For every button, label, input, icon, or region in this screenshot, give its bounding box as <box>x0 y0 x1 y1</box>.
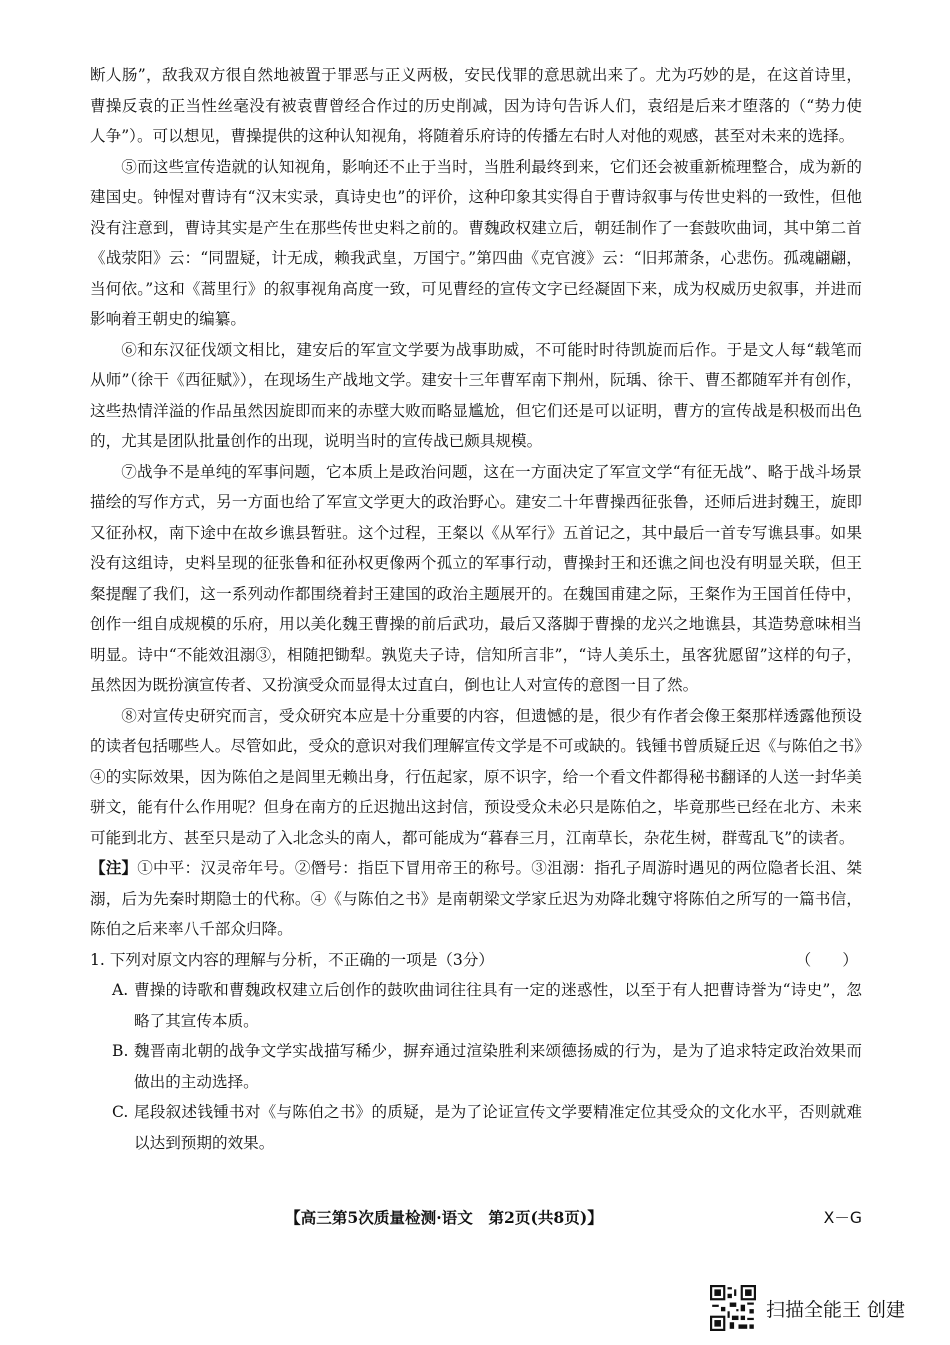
option-letter: C. <box>112 1103 129 1121</box>
footer-page-info: 【高三第5次质量检测·语文 第2页(共8页)】 <box>285 1208 603 1227</box>
watermark-text: 扫描全能王 创建 <box>766 1298 906 1321</box>
question-stem-text: 1. 下列对原文内容的理解与分析，不正确的一项是（3分） <box>90 950 495 969</box>
paragraph-5: ⑤而这些宣传造就的认知视角，影响还不止于当时，当胜利最终到来，它们还会被重新梳理整合，成为新的建国史。钟惺对曹诗有“汉末实录，真诗史也”的评价，这种印象其实得自于曹诗叙事与传世史料的一致性，但他没有注意到，曹诗其实是产生在那些传世史料之前的。曹魏政权建立后，朝廷制作了一套鼓吹曲词，其中第二首《战荥阳》云：“同盟疑，计无成，赖我武皇，万国宁。”第四曲《克官渡》云：“旧邦萧条，心悲伤。孤魂翩翩，当何依。”这和《蒿里行》的叙事视角高度一致，可见曹经的宣传文字已经凝固下来，成为权威历史叙事，并进而影响着王朝史的编纂。 <box>90 157 862 328</box>
option-letter: A. <box>112 981 129 999</box>
option-c <box>90 1097 862 1158</box>
option-text: 曹操的诗歌和曹魏政权建立后创作的鼓吹曲词往往具有一定的迷惑性，以至于有人把曹诗誉为“诗史”，忽略了其宣传本质。 <box>134 981 862 1030</box>
footnotes <box>90 853 862 945</box>
document-body <box>90 60 862 1158</box>
option-text: 尾段叙述钱锺书对《与陈伯之书》的质疑，是为了论证宣传文学要精准定位其受众的文化水平，否则就难以达到预期的效果。 <box>134 1103 862 1152</box>
option-b <box>90 1036 862 1097</box>
answer-bracket: （ ） <box>795 950 858 969</box>
option-letter: B. <box>112 1042 129 1060</box>
note-label: 【注】 <box>90 858 138 877</box>
footer-code: X－G <box>823 1209 862 1227</box>
paragraph-8: ⑧对宣传史研究而言，受众研究本应是十分重要的内容，但遗憾的是，很少有作者会像王粲那样透露他预设的读者包括哪些人。尽管如此，受众的意识对我们理解宣传文学是不可或缺的。钱锺书曾质疑丘迟《与陈伯之书》④的实际效果，因为陈伯之是闾里无赖出身，行伍起家，原不识字，给一个看文件都得秘书翻译的人送一封华美骈文，能有什么作用呢？但身在南方的丘迟抛出这封信，预设受众未必只是陈伯之，毕竟那些已经在北方、未来可能到北方、甚至只是动了入北念头的南人，都可能成为“暮春三月，江南草长，杂花生树，群莺乱飞”的读者。 <box>90 706 862 847</box>
option-a <box>90 975 862 1036</box>
option-text: 魏晋南北朝的战争文学实战描写稀少，摒弃通过渲染胜利来颂德扬威的行为，是为了追求特定政治效果而做出的主动选择。 <box>134 1042 862 1091</box>
scanner-watermark <box>710 1283 905 1333</box>
paragraph-7: ⑦战争不是单纯的军事问题，它本质上是政治问题，这在一方面决定了军宣文学“有征无战”、略于战斗场景描绘的写作方式，另一方面也给了军宣文学更大的政治野心。建安二十年曹操西征张鲁，还师后进封魏王，旋即又征孙权，南下途中在故乡谯县暂驻。这个过程，王粲以《从军行》五首记之，其中最后一首专写谯县事。如果没有这组诗，史料呈现的征张鲁和征孙权更像两个孤立的军事行动，曹操封王和还谯之间也没有明显关联，但王粲提醒了我们，这一系列动作都围绕着封王建国的政治主题展开的。在魏国甫建之际，王粲作为王国首任侍中，创作一组自成规模的乐府，用以美化魏王曹操的前后武功，最后又落脚于曹操的龙兴之地谯县，其造势意味相当明显。诗中“不能效沮溺③，相随把锄犁。孰览夫子诗，信知所言非”，“诗人美乐土，虽客犹愿留”这样的句子，虽然因为既扮演宣传者、又扮演受众而显得太过直白，倒也让人对宣传的意图一目了然。 <box>90 462 862 694</box>
paragraph-6: ⑥和东汉征伐颂文相比，建安后的军宣文学要为战事助威，不可能时时待凯旋而后作。于是文人每“载笔而从师”（徐干《西征赋》），在现场生产战地文学。建安十三年曹军南下荆州，阮瑀、徐干、曹丕都随军并有创作，这些热情洋溢的作品虽然因旋即而来的赤壁大败而略显尴尬，但它们还是可以证明，曹方的宣传战是积极而出色的，尤其是团队批量创作的出现，说明当时的宣传战已颇具规模。 <box>90 340 862 450</box>
note-text: ①中平：汉灵帝年号。②僭号：指臣下冒用帝王的称号。③沮溺：指孔子周游时遇见的两位隐者长沮、桀溺，后为先秦时期隐士的代称。④《与陈伯之书》是南朝梁文学家丘迟为劝降北魏守将陈伯之所写的一篇书信，陈伯之后来率八千部众归降。 <box>90 859 862 938</box>
qr-code-icon <box>710 1285 756 1331</box>
question-1-stem <box>90 945 862 976</box>
paragraph-continued: 断人肠”，敌我双方很自然地被置于罪恶与正义两极，安民伐罪的意思就出来了。尤为巧妙的是，在这首诗里，曹操反袁的正当性丝毫没有被袁曹曾经合作过的历史削减，因为诗句告诉人们，袁绍是后来才堕落的（“势力使人争”）。可以想见，曹操提供的这种认知视角，将随着乐府诗的传播左右时人对他的观感，甚至对未来的选择。 <box>90 66 862 145</box>
